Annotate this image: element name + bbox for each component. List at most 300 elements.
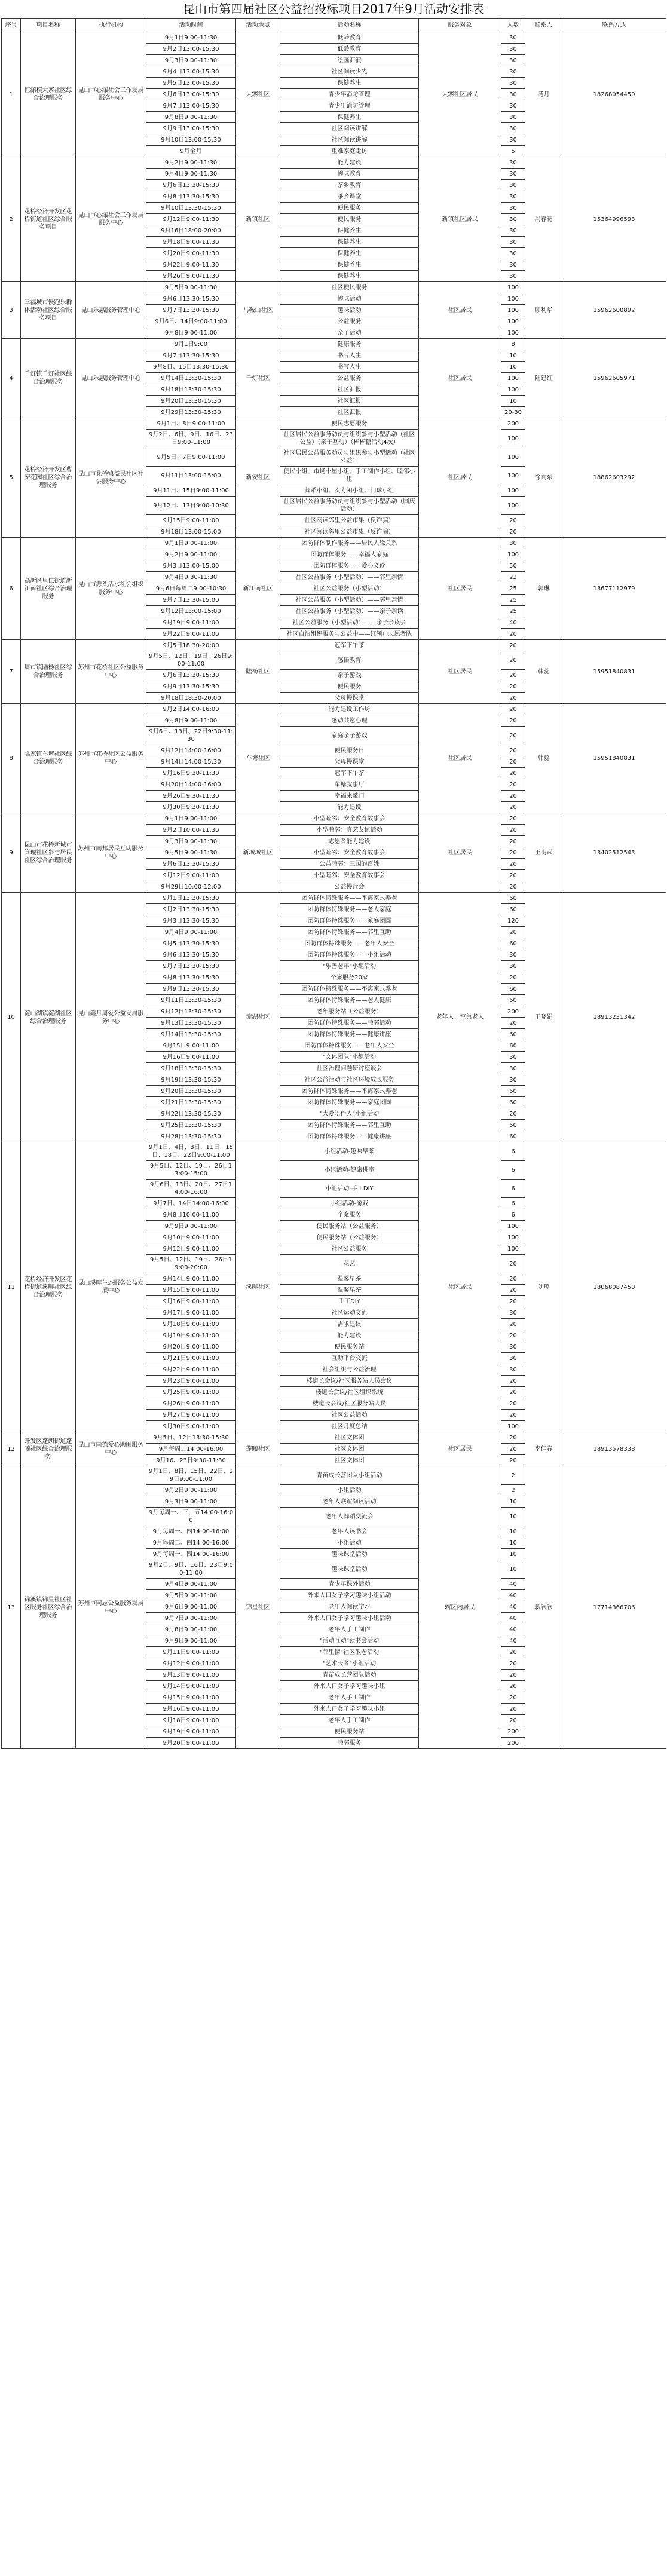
project-name: 陆家镇车塘社区综合治理服务 <box>21 704 76 813</box>
activity-name: 亲子游戏 <box>280 670 419 681</box>
activity-name: 社区公益服务（小型活动）——亲子亲读会 <box>280 617 419 629</box>
participant-count: 25 <box>501 606 525 617</box>
contact-person: 冯春花 <box>525 157 562 282</box>
participant-count: 40 <box>501 1579 525 1590</box>
activity-time: 9月3日9:00-11:30 <box>146 836 236 847</box>
activity-name: 个案服务20家 <box>280 972 419 984</box>
participant-count: 30 <box>501 157 525 169</box>
header-time: 活动时间 <box>146 19 236 32</box>
project-number: 3 <box>2 282 21 339</box>
activity-name: 保健养生 <box>280 112 419 123</box>
activity-name: 团防群体特殊服务——家庭团圆 <box>280 915 419 927</box>
table-row <box>2 538 666 549</box>
participant-count: 10 <box>501 1526 525 1537</box>
activity-time: 9月18日9:00-11:00 <box>146 1319 236 1330</box>
participant-count: 100 <box>501 549 525 560</box>
activity-place: 新江南社区 <box>236 538 280 640</box>
participant-count: 100 <box>501 305 525 316</box>
activity-time: 9月20日9:00-11:00 <box>146 1341 236 1353</box>
activity-name: 保健养生 <box>280 248 419 259</box>
activity-time: 9月1日、8日9:00-11:00 <box>146 418 236 430</box>
header-no: 序号 <box>2 19 21 32</box>
activity-name: 温馨早茶 <box>280 1285 419 1296</box>
activity-name: 团防群体制作服务——居民人缘关系 <box>280 538 419 549</box>
project-name: 幸福城市慢跑乐群体活动社区综合服务项目 <box>21 282 76 339</box>
activity-name: 父母慢课堂 <box>280 693 419 704</box>
participant-count: 20 <box>501 927 525 938</box>
participant-count: 20 <box>501 651 525 670</box>
project-name: 淀山湖镇淀湖社区综合治理服务 <box>21 893 76 1142</box>
participant-count: 200 <box>501 1738 525 1749</box>
project-number: 8 <box>2 704 21 813</box>
activity-time: 9月5日、12日13:30-15:30 <box>146 1432 236 1444</box>
activity-time: 9月每周二、四14:00-16:00 <box>146 1537 236 1549</box>
activity-name: 保健养生 <box>280 237 419 248</box>
activity-time: 9月18日9:00-11:30 <box>146 237 236 248</box>
participant-count: 20 <box>501 1376 525 1387</box>
project-name: 锦溪镇锦星社区社区服务社区综合治理服务 <box>21 1466 76 1749</box>
activity-name: 楼道长会议/社区服务站人员 <box>280 1398 419 1410</box>
page-title: 昆山市第四届社区公益招投标项目2017年9月活动安排表 <box>183 2 484 16</box>
activity-place: 马鞍山社区 <box>236 282 280 339</box>
participant-count: 30 <box>501 191 525 203</box>
contact-phone: 18862603292 <box>562 418 666 538</box>
activity-name: 团防群体特殊服务——老人健康 <box>280 995 419 1006</box>
activity-time: 9月19日9:00-11:00 <box>146 1330 236 1341</box>
activity-time: 9月26日9:00-11:00 <box>146 1398 236 1410</box>
activity-time: 9月16日9:00-11:00 <box>146 1052 236 1063</box>
contact-phone: 18268054450 <box>562 32 666 157</box>
activity-time: 9月17日9:00-11:00 <box>146 1307 236 1319</box>
activity-name: 老年人阅读学习 <box>280 1601 419 1613</box>
participant-count: 100 <box>501 1421 525 1432</box>
activity-time: 9月16、23日9:30-11:30 <box>146 1455 236 1466</box>
activity-place: 千灯社区 <box>236 339 280 418</box>
project-number: 7 <box>2 640 21 704</box>
contact-phone: 13402512543 <box>562 813 666 893</box>
activity-name: 冠军下午茶 <box>280 768 419 779</box>
activity-time: 9月20日14:00-16:00 <box>146 779 236 791</box>
activity-time: 9月15日9:00-11:00 <box>146 1692 236 1704</box>
activity-time: 9月26日9:00-11:30 <box>146 271 236 282</box>
contact-person: 徐向东 <box>525 418 562 538</box>
activity-time: 9月16日9:30-11:30 <box>146 768 236 779</box>
participant-count: 20 <box>501 1704 525 1715</box>
activity-time: 9月4日9:00-11:00 <box>146 927 236 938</box>
participant-count: 20 <box>501 704 525 715</box>
activity-time: 9月30日9:00-11:00 <box>146 1421 236 1432</box>
activity-time: 9月11日13:00-15:00 <box>146 467 236 485</box>
project-org: 昆山市花桥镇益民社区社会服务中心 <box>76 418 146 538</box>
participant-count: 20 <box>501 1432 525 1444</box>
activity-name: 便民服务 <box>280 203 419 214</box>
activity-time: 9月16日9:00-11:00 <box>146 1704 236 1715</box>
activity-name: 团防群体服务——爱心义诊 <box>280 560 419 572</box>
participant-count: 20 <box>501 1319 525 1330</box>
activity-name: 便民服务站（公益服务） <box>280 1232 419 1243</box>
activity-time: 9月9日9:00-11:00 <box>146 1221 236 1232</box>
project-number: 4 <box>2 339 21 418</box>
contact-phone: 15951840831 <box>562 640 666 704</box>
activity-name: 社区居民公益服务动员与组织参与小型活动（社区公益） <box>280 448 419 467</box>
activity-time: 9月6日9:00-11:00 <box>146 1601 236 1613</box>
activity-name: 团防群体特殊服务——睦邻活动 <box>280 1018 419 1029</box>
activity-name: 趣味课堂活动 <box>280 1560 419 1579</box>
activity-time: 9月25日9:00-11:00 <box>146 1387 236 1398</box>
activity-time: 9月1日、4日、8日、11日、15日、18日、22日9:00-11:00 <box>146 1142 236 1161</box>
activity-name: 趣味课堂活动 <box>280 1549 419 1560</box>
activity-name: 家庭亲子游戏 <box>280 727 419 745</box>
contact-phone: 15364996593 <box>562 157 666 282</box>
participant-count: 30 <box>501 961 525 972</box>
activity-name: 社会组织与公益治理 <box>280 1364 419 1376</box>
participant-count: 20 <box>501 1398 525 1410</box>
header-project: 项目名称 <box>21 19 76 32</box>
service-target: 社区居民 <box>419 282 501 339</box>
activity-time: 9月6日每周二9:00-10:30 <box>146 583 236 595</box>
participant-count: 20 <box>501 715 525 727</box>
activity-time: 9月3日9:00-11:30 <box>146 55 236 66</box>
activity-name: 团防群体特殊服务——邻里互助 <box>280 1120 419 1131</box>
activity-name: 保健养生 <box>280 78 419 89</box>
activity-time: 9月7日13:30-15:30 <box>146 350 236 362</box>
activity-name: 趣味活动 <box>280 305 419 316</box>
activity-time: 9月4日9:30-11:30 <box>146 572 236 583</box>
activity-name: 老年人舞蹈交流会 <box>280 1508 419 1526</box>
activity-time: 9月全月 <box>146 146 236 157</box>
activity-time: 9月9日13:30-15:30 <box>146 984 236 995</box>
activity-name: 社区运动交流 <box>280 1307 419 1319</box>
participant-count: 20 <box>501 813 525 825</box>
participant-count: 20 <box>501 825 525 836</box>
activity-time: 9月18日13:00-15:00 <box>146 526 236 538</box>
project-number: 6 <box>2 538 21 640</box>
participant-count: 20 <box>501 802 525 813</box>
activity-name: "文体团队"小组活动 <box>280 1052 419 1063</box>
activity-time: 9月5日13:00-15:30 <box>146 78 236 89</box>
participant-count: 100 <box>501 327 525 339</box>
activity-time: 9月6日13:30-15:30 <box>146 670 236 681</box>
participant-count: 6 <box>501 1209 525 1221</box>
activity-name: 青少年消防管理 <box>280 100 419 112</box>
contact-person: 郭琳 <box>525 538 562 640</box>
participant-count: 60 <box>501 904 525 915</box>
participant-count: 20 <box>501 972 525 984</box>
service-target: 新镇社区居民 <box>419 157 501 282</box>
activity-time: 9月1日13:30-15:30 <box>146 893 236 904</box>
activity-time: 9月5日、7日9:00-11:00 <box>146 448 236 467</box>
activity-name: 舞蹈小组、卖力闲小组、门球小组 <box>280 485 419 497</box>
activity-time: 9月2日13:30-15:30 <box>146 904 236 915</box>
activity-name: 重难家庭走访 <box>280 146 419 157</box>
contact-phone: 18913578338 <box>562 1432 666 1466</box>
activity-name: 趣味活动 <box>280 293 419 305</box>
activity-time: 9月2日14:00-16:00 <box>146 704 236 715</box>
activity-name: 社区汇报 <box>280 396 419 407</box>
table-header-row <box>2 19 666 32</box>
contact-person: 汤月 <box>525 32 562 157</box>
header-phone: 联系方式 <box>562 19 666 32</box>
participant-count: 20 <box>501 1444 525 1455</box>
activity-name: 老年人联谊阅读活动 <box>280 1496 419 1508</box>
activity-name: 团防群体特殊服务——不离家式养老 <box>280 1086 419 1097</box>
activity-time: 9月15日9:00-11:00 <box>146 1285 236 1296</box>
activity-name: 便民服务 <box>280 681 419 693</box>
activity-time: 9月8日9:00-11:30 <box>146 112 236 123</box>
activity-name: 社区便民服务 <box>280 282 419 293</box>
service-target: 社区居民 <box>419 1432 501 1466</box>
activity-time: 9月8日13:30-15:30 <box>146 972 236 984</box>
activity-name: 团防群体特殊服务——健康讲座 <box>280 1029 419 1040</box>
participant-count: 40 <box>501 1601 525 1613</box>
activity-name: 亲子活动 <box>280 327 419 339</box>
activity-name: 小组活动-手工DIY <box>280 1180 419 1198</box>
participant-count: 22 <box>501 572 525 583</box>
project-org: 昆山市同德爱心助困服务中心 <box>76 1432 146 1466</box>
activity-name: "乐善老年"小组活动 <box>280 961 419 972</box>
activity-name: 社区公益服务（小型活动）——邻里亲情 <box>280 595 419 606</box>
participant-count: 30 <box>501 55 525 66</box>
activity-place: 新城城社区 <box>236 813 280 893</box>
activity-name: 公益服务 <box>280 316 419 327</box>
participant-count: 20 <box>501 768 525 779</box>
participant-count: 120 <box>501 915 525 927</box>
participant-count: 100 <box>501 497 525 515</box>
contact-person: 顾利华 <box>525 282 562 339</box>
activity-time: 9月10日13:30-15:30 <box>146 203 236 214</box>
activity-name: 团防群体特殊服务——健康讲座 <box>280 1131 419 1142</box>
participant-count: 20 <box>501 1681 525 1692</box>
participant-count: 30 <box>501 180 525 191</box>
activity-name: 趣味教育 <box>280 169 419 180</box>
activity-time: 9月22日9:00-11:30 <box>146 259 236 271</box>
activity-time: 9月8日、15日13:30-15:30 <box>146 362 236 373</box>
service-target: 社区居民 <box>419 813 501 893</box>
activity-name: 社区阅读邻里公益市集（反诈骗） <box>280 526 419 538</box>
service-target: 社区居民 <box>419 538 501 640</box>
project-name: 开发区蓬朗街道蓬曦社区综合治理服务 <box>21 1432 76 1466</box>
activity-name: 小组活动-游戏 <box>280 1198 419 1209</box>
activity-name: 社区治理问题研讨座谈会 <box>280 1063 419 1074</box>
participant-count: 10 <box>501 362 525 373</box>
participant-count: 20 <box>501 681 525 693</box>
participant-count: 20 <box>501 670 525 681</box>
participant-count: 30 <box>501 1307 525 1319</box>
activity-time: 9月12日、13日9:00-10:30 <box>146 497 236 515</box>
activity-name: 便民服务日 <box>280 745 419 756</box>
activity-place: 淀湖社区 <box>236 893 280 1142</box>
activity-time: 9月5日9:00-11:00 <box>146 1590 236 1601</box>
contact-person: 刘琼 <box>525 1142 562 1432</box>
activity-name: 茶乡教育 <box>280 180 419 191</box>
activity-name: 社区自治组织服务与公益中——红领巾志愿者队 <box>280 629 419 640</box>
activity-time: 9月7日13:30-15:30 <box>146 961 236 972</box>
project-org: 昆山溪畔生态服务公益发展中心 <box>76 1142 146 1432</box>
project-number: 10 <box>2 893 21 1142</box>
participant-count: 30 <box>501 100 525 112</box>
table-row <box>2 157 666 169</box>
participant-count: 100 <box>501 1221 525 1232</box>
activity-name: 便民小组、市场小屋小组、手工制作小组、睦邻小组 <box>280 467 419 485</box>
activity-name: 社区阅读讲解 <box>280 123 419 134</box>
activity-name: 小型睦邻：安全教育故事会 <box>280 813 419 825</box>
participant-count: 6 <box>501 1142 525 1161</box>
activity-name: 团防群体特殊服务——老年人安全 <box>280 938 419 949</box>
project-org: 苏州市同邦居民互助服务中心 <box>76 813 146 893</box>
activity-name: 个案服务 <box>280 1209 419 1221</box>
participant-count: 60 <box>501 1097 525 1108</box>
activity-name: 小组活动-健康讲座 <box>280 1161 419 1180</box>
activity-name: 老年人手工制作 <box>280 1624 419 1635</box>
header-org: 执行机构 <box>76 19 146 32</box>
activity-time: 9月22日9:00-11:00 <box>146 629 236 640</box>
activity-time: 9月10日13:00-15:30 <box>146 134 236 146</box>
header-contact: 联系人 <box>525 19 562 32</box>
activity-time: 9月9日13:30-15:30 <box>146 681 236 693</box>
participant-count: 30 <box>501 66 525 78</box>
participant-count: 20 <box>501 693 525 704</box>
participant-count: 30 <box>501 112 525 123</box>
participant-count: 30 <box>501 949 525 961</box>
activity-time: 9月5日、12日、19日、26日19:00-20:00 <box>146 1255 236 1273</box>
activity-name: 公益慢行会 <box>280 881 419 893</box>
activity-name: 社区文体团 <box>280 1455 419 1466</box>
activity-time: 9月25日13:30-15:30 <box>146 1120 236 1131</box>
project-name: 恒漾模大寨社区综合治理服务 <box>21 32 76 157</box>
activity-time: 9月2日9:00-11:30 <box>146 157 236 169</box>
activity-time: 9月2日10:00-11:30 <box>146 825 236 836</box>
participant-count: 25 <box>501 595 525 606</box>
participant-count: 100 <box>501 373 525 384</box>
activity-name: 茶乡课堂 <box>280 191 419 203</box>
participant-count: 30 <box>501 237 525 248</box>
activity-time: 9月12日9:00-11:00 <box>146 1243 236 1255</box>
activity-name: 保健养生 <box>280 259 419 271</box>
project-number: 1 <box>2 32 21 157</box>
activity-name: 社区居民公益服务动员与组织参与小型活动（社区公益）（亲子互动）（棒棒糖活动4次） <box>280 430 419 448</box>
contact-person: 韩蕊 <box>525 704 562 813</box>
activity-name: 能力建设工作坊 <box>280 704 419 715</box>
activity-time: 9月20日13:30-15:30 <box>146 396 236 407</box>
participant-count: 100 <box>501 384 525 396</box>
activity-name: 能力建设 <box>280 802 419 813</box>
project-name: 高新区里仁街道新江南社区综合治理服务 <box>21 538 76 640</box>
activity-time: 9月6日13:30-15:30 <box>146 859 236 870</box>
activity-name: 社区阅读少先 <box>280 66 419 78</box>
activity-place: 大寨社区 <box>236 32 280 157</box>
activity-name: 便民服务站（公益服务） <box>280 1221 419 1232</box>
activity-time: 9月7日9:00-11:00 <box>146 1613 236 1624</box>
project-org: 昆山市心漾社会工作发展服务中心 <box>76 32 146 157</box>
activity-name: 保健养生 <box>280 271 419 282</box>
activity-name: 能力建设 <box>280 1330 419 1341</box>
activity-time: 9月18日13:30-15:30 <box>146 1063 236 1074</box>
participant-count: 60 <box>501 938 525 949</box>
service-target: 社区居民 <box>419 1142 501 1432</box>
activity-place: 陆杨社区 <box>236 640 280 704</box>
table-row <box>2 1432 666 1444</box>
participant-count: 20 <box>501 640 525 651</box>
activity-time: 9月2日、9日、16日、23日9:00-11:00 <box>146 1560 236 1579</box>
activity-place: 车塘社区 <box>236 704 280 813</box>
activity-name: 老年人手工制作 <box>280 1715 419 1726</box>
contact-person: 李佳春 <box>525 1432 562 1466</box>
activity-time: 9月6日、14日9:00-11:00 <box>146 316 236 327</box>
activity-time: 9月16日18:00-20:00 <box>146 225 236 237</box>
participant-count: 100 <box>501 467 525 485</box>
participant-count: 30 <box>501 259 525 271</box>
activity-time: 9月每周二14:00-16:00 <box>146 1444 236 1455</box>
participant-count: 10 <box>501 350 525 362</box>
activity-name: 楼道长会议/社区组织系统 <box>280 1387 419 1398</box>
activity-name: "活动互动"读书会活动 <box>280 1635 419 1647</box>
activity-name: 冠军下午茶 <box>280 640 419 651</box>
participant-count: 20 <box>501 1296 525 1307</box>
activity-name: "艺术长者"小组活动 <box>280 1658 419 1670</box>
activity-name: 青苗成长营团队活动 <box>280 1670 419 1681</box>
activity-name: 书写人生 <box>280 362 419 373</box>
project-number: 5 <box>2 418 21 538</box>
activity-time: 9月每周一、三、五14:00-16:00 <box>146 1508 236 1526</box>
project-org: 昆山乐惠服务管理中心 <box>76 282 146 339</box>
activity-name: 书写人生 <box>280 350 419 362</box>
participant-count: 20 <box>501 1658 525 1670</box>
participant-count: 40 <box>501 1590 525 1601</box>
activity-time: 9月12日9:00-11:30 <box>146 214 236 225</box>
activity-time: 9月14日13:30-15:30 <box>146 373 236 384</box>
activity-time: 9月23日9:00-11:00 <box>146 1376 236 1387</box>
participant-count: 40 <box>501 1635 525 1647</box>
activity-time: 9月14日9:00-11:00 <box>146 1273 236 1285</box>
activity-time: 9月5日、12日、19日、26日13:00-15:00 <box>146 1161 236 1180</box>
participant-count: 30 <box>501 271 525 282</box>
activity-time: 9月9日9:00-11:00 <box>146 1635 236 1647</box>
activity-name: 团防群体特殊服务——老人家庭 <box>280 904 419 915</box>
participant-count: 20 <box>501 791 525 802</box>
participant-count: 60 <box>501 893 525 904</box>
participant-count: 200 <box>501 1006 525 1018</box>
activity-name: 低龄教育 <box>280 44 419 55</box>
participant-count: 20 <box>501 1273 525 1285</box>
contact-person: 韩蕊 <box>525 640 562 704</box>
activity-name: 社区公益服务（小型活动）——亲子亲读 <box>280 606 419 617</box>
participant-count: 20 <box>501 756 525 768</box>
activity-name: 绘画汇演 <box>280 55 419 66</box>
activity-place: 锦星社区 <box>236 1466 280 1749</box>
activity-name: 团防群体特殊服务——小组活动 <box>280 949 419 961</box>
activity-name: 团防群体特殊服务——家庭团圆 <box>280 1097 419 1108</box>
activity-time: 9月5日9:00-11:30 <box>146 847 236 859</box>
service-target: 社区居民 <box>419 640 501 704</box>
activity-name: 青苗成长营团队小组活动 <box>280 1466 419 1485</box>
activity-time: 9月6日13:00-15:30 <box>146 89 236 100</box>
participant-count: 60 <box>501 1086 525 1097</box>
activity-name: 公益服务 <box>280 373 419 384</box>
activity-time: 9月13日9:00-11:00 <box>146 1670 236 1681</box>
activity-name: 社区阅读邻里公益市集（反诈骗） <box>280 515 419 526</box>
participant-count: 20 <box>501 515 525 526</box>
service-target: 大寨社区居民 <box>419 32 501 157</box>
activity-name: 小型睦邻：真艺友谊活动 <box>280 825 419 836</box>
table-row <box>2 704 666 715</box>
participant-count: 100 <box>501 448 525 467</box>
activity-time: 9月12日9:00-11:00 <box>146 1658 236 1670</box>
activity-name: 小型睦邻：安全教育故事会 <box>280 870 419 881</box>
activity-time: 9月6日、13日、20日、27日14:00-16:00 <box>146 1180 236 1198</box>
activity-time: 9月2日13:00-15:30 <box>146 44 236 55</box>
participant-count: 20 <box>501 1692 525 1704</box>
participant-count: 25 <box>501 583 525 595</box>
